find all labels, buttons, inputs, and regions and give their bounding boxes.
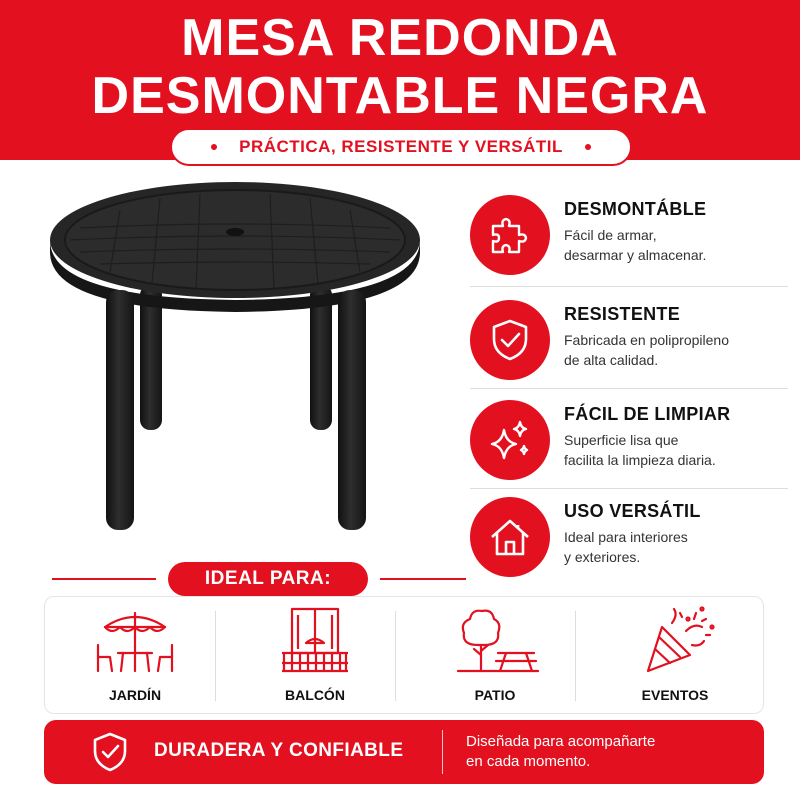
divider [470,488,788,489]
divider [575,611,576,701]
feature-title: DESMONTÁBLE [564,199,707,219]
ideal-para-label: IDEAL PARA: [168,562,368,596]
feature-desc-line: desarmar y almacenar. [564,247,707,263]
divider [395,611,396,701]
title-line-1: MESA REDONDA [181,9,619,67]
feature-desc-line: de alta calidad. [564,352,659,368]
sparkle-icon [470,400,550,480]
feature-description [564,527,794,567]
shield-check-icon [470,300,550,380]
title-line-2: DESMONTABLE NEGRA [91,67,709,125]
bullet-dot [585,144,591,150]
feature-desmontable [470,195,790,285]
tree-picnic-icon [450,605,540,675]
feature-desc-line: Fabricada en polipropileno [564,332,729,348]
feature-facil-limpiar [470,400,790,490]
uses-panel [44,596,764,714]
balcony-icon [270,605,360,675]
product-table-image [40,180,440,540]
feature-desc-line: facilita la limpieza diaria. [564,452,716,468]
feature-uso-versatil [470,497,790,587]
use-balcon [225,597,405,715]
divider [442,730,443,774]
subtitle: PRÁCTICA, RESISTENTE Y VERSÁTIL [239,137,563,156]
bullet-dot [211,144,217,150]
feature-desc-line: Fácil de armar, [564,227,657,243]
feature-title: USO VERSÁTIL [564,501,701,521]
footer-desc-line: en cada momento. [466,753,591,770]
party-popper-icon [630,605,720,675]
feature-desc-line: y exteriores. [564,549,641,565]
feature-description [564,430,794,470]
divider [215,611,216,701]
divider-right [380,578,466,580]
puzzle-icon [470,195,550,275]
use-jardin [45,597,225,715]
feature-description [564,225,794,265]
garden-umbrella-icon [90,605,180,675]
footer-banner [44,720,764,784]
use-label: PATIO [474,687,516,703]
feature-desc-line: Superficie lisa que [564,432,679,448]
feature-title: RESISTENTE [564,304,681,324]
feature-title: FÁCIL DE LIMPIAR [564,404,731,424]
feature-description [564,330,794,370]
divider-left [52,578,156,580]
use-label: JARDÍN [108,687,162,703]
divider [470,388,788,389]
use-label: BALCÓN [285,687,345,703]
use-label: EVENTOS [641,687,709,703]
use-patio [405,597,585,715]
footer-title: DURADERA Y CONFIABLE [154,740,404,761]
subtitle-pill [170,128,632,166]
feature-desc-line: Ideal para interiores [564,529,688,545]
divider [470,286,788,287]
feature-resistente [470,300,790,390]
shield-check-icon [90,731,130,773]
footer-desc-line: Diseñada para acompañarte [466,733,656,750]
footer-description [466,732,746,772]
house-icon [470,497,550,577]
use-eventos [585,597,765,715]
